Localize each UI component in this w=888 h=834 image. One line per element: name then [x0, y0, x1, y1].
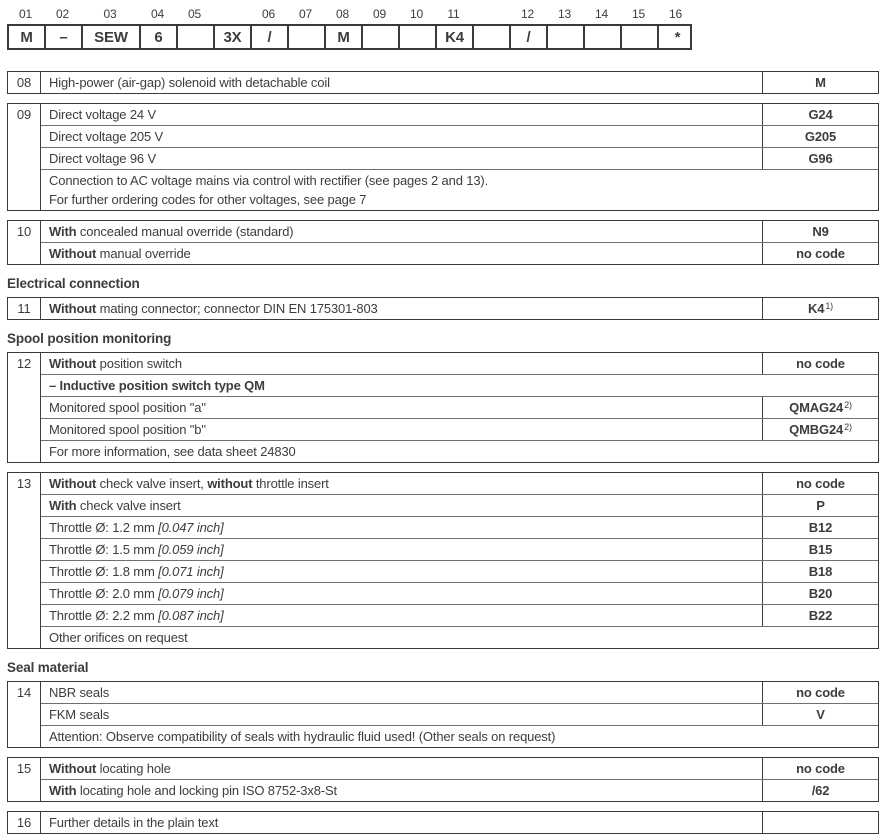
- table-row: [41, 353, 878, 374]
- ordering-code-strip: [7, 7, 694, 50]
- position-number: 15: [631, 7, 646, 21]
- table-row: [41, 812, 878, 833]
- code-text: no code: [796, 356, 845, 371]
- section: [7, 331, 879, 463]
- position-number: 08: [335, 7, 350, 21]
- row-code: [762, 583, 878, 604]
- position-number: [213, 7, 250, 22]
- position-number: 14: [594, 7, 609, 21]
- section: [7, 660, 879, 748]
- row-number: 08: [8, 72, 41, 93]
- code-cell: 6: [141, 26, 178, 48]
- code-cell: /: [252, 26, 289, 48]
- position-number: 11: [447, 7, 460, 21]
- code-text: no code: [796, 476, 845, 491]
- row-description: [41, 495, 762, 516]
- description-text: Throttle Ø: 1.5 mm: [49, 542, 159, 557]
- table-rows: [41, 221, 878, 264]
- row-description: [41, 353, 762, 374]
- table-rows: [41, 72, 878, 93]
- row-description: [41, 72, 762, 93]
- code-cell: [400, 26, 437, 48]
- row-code: K4 $^{1)}$: [762, 298, 878, 319]
- position-number: [472, 7, 509, 22]
- code-cell: /: [511, 26, 548, 48]
- description-text: check valve insert,: [99, 476, 208, 491]
- row-code: [762, 758, 878, 779]
- row-description: [41, 104, 762, 125]
- code-cell: [548, 26, 585, 48]
- row-code: [762, 561, 878, 582]
- position-number: 07: [298, 7, 313, 21]
- code-text: QMBG24: [789, 422, 844, 437]
- row-description: [41, 517, 762, 538]
- strip-position-numbers: [7, 7, 694, 22]
- table-row: [41, 104, 878, 125]
- ordering-table: [7, 472, 879, 649]
- description-text: Throttle Ø: 2.2 mm: [49, 608, 159, 623]
- row-description: [41, 126, 762, 147]
- row-code: [762, 221, 878, 242]
- code-text: B20: [808, 586, 833, 601]
- position-number: 03: [103, 7, 117, 21]
- table-rows: [41, 298, 878, 319]
- section: [7, 103, 879, 211]
- table-rows: [41, 473, 878, 648]
- position-number: 01: [18, 7, 33, 21]
- code-cell: *: [674, 28, 681, 46]
- description-text: FKM seals: [49, 707, 110, 722]
- code-cell: [178, 26, 215, 48]
- row-code: QMAG24 $^{2)}$: [762, 397, 878, 418]
- description-text: Connection to AC voltage mains via control with rectifier (see pages 2 and 13).: [49, 173, 489, 188]
- code-text: G24: [808, 107, 833, 122]
- row-description: [41, 780, 762, 801]
- code-text: no code: [796, 685, 845, 700]
- table-row: [41, 72, 878, 93]
- description-text: Throttle Ø: 1.8 mm: [49, 564, 159, 579]
- row-description: [41, 419, 762, 440]
- row-number: 10: [8, 221, 41, 264]
- row-description: [41, 726, 878, 747]
- code-text: G205: [804, 129, 837, 144]
- row-description: [41, 812, 762, 833]
- section-heading: Spool position monitoring: [7, 331, 172, 346]
- section-heading: Seal material: [7, 660, 89, 675]
- description-text: For more information, see data sheet 24830: [49, 444, 296, 459]
- table-row: [41, 604, 878, 626]
- description-text: With: [49, 224, 80, 239]
- table-rows: [41, 104, 878, 210]
- row-description: [41, 627, 878, 648]
- row-code: [762, 126, 878, 147]
- description-text: position switch: [99, 356, 182, 371]
- description-text: – Inductive position switch type QM: [49, 378, 265, 393]
- row-description: [41, 682, 762, 703]
- code-text: P: [816, 498, 825, 513]
- description-text: mating connector; connector DIN EN 175301-803: [99, 301, 378, 316]
- ordering-table: [7, 220, 879, 265]
- ordering-table: [7, 103, 879, 211]
- row-code: [762, 148, 878, 169]
- row-code: [762, 72, 878, 93]
- table-rows: [41, 353, 878, 462]
- table-row: [41, 582, 878, 604]
- row-number: 16: [8, 812, 41, 833]
- ordering-table: [7, 811, 879, 834]
- row-code: QMBG24 $^{2)}$: [762, 419, 878, 440]
- table-row: [41, 418, 878, 440]
- description-text: Direct voltage 24 V: [49, 107, 156, 122]
- row-number: 12: [8, 353, 41, 462]
- description-text: manual override: [99, 246, 191, 261]
- row-description: [41, 298, 762, 319]
- position-number: 09: [372, 7, 387, 21]
- table-rows: [41, 812, 878, 833]
- code-text: QMAG24: [789, 400, 844, 415]
- table-row: [41, 626, 878, 648]
- description-text: Throttle Ø: 1.2 mm: [49, 520, 159, 535]
- row-code: [762, 353, 878, 374]
- table-rows: [41, 682, 878, 747]
- ordering-table-sections: [7, 71, 879, 834]
- row-description: [41, 539, 762, 560]
- position-number: 04: [150, 7, 165, 21]
- table-row: [41, 125, 878, 147]
- table-row: [41, 758, 878, 779]
- description-text: High-power (air-gap) solenoid with detachable coil: [49, 75, 330, 90]
- code-cell: SEW: [83, 26, 141, 48]
- ordering-table: [7, 352, 879, 463]
- ordering-table: [7, 297, 879, 320]
- code-text: no code: [796, 761, 845, 776]
- section: [7, 811, 879, 834]
- description-text: Throttle Ø: 2.0 mm: [49, 586, 159, 601]
- row-code: [762, 539, 878, 560]
- row-code: [762, 812, 878, 833]
- position-number: 13: [557, 7, 572, 21]
- section: [7, 757, 879, 802]
- description-text: With: [49, 783, 80, 798]
- description-text: [0.047 inch]: [158, 520, 224, 535]
- table-row: [41, 169, 878, 210]
- description-text: Further details in the plain text: [49, 815, 219, 830]
- row-description: [41, 221, 762, 242]
- code-text: no code: [796, 246, 845, 261]
- row-code: [762, 473, 878, 494]
- code-text: N9: [812, 224, 829, 239]
- code-cell: [474, 26, 511, 48]
- table-row: [41, 396, 878, 418]
- row-description: [41, 758, 762, 779]
- table-row: [41, 221, 878, 242]
- section-heading: Electrical connection: [7, 276, 140, 291]
- ordering-table: [7, 757, 879, 802]
- ordering-table: [7, 71, 879, 94]
- row-description: [41, 583, 762, 604]
- row-number: 09: [8, 104, 41, 210]
- row-code: [762, 780, 878, 801]
- row-code: [762, 517, 878, 538]
- description-text: With: [49, 498, 80, 513]
- row-number: 13: [8, 473, 41, 648]
- description-text: Direct voltage 205 V: [49, 129, 164, 144]
- table-row: [41, 298, 878, 319]
- table-row: [41, 516, 878, 538]
- strip-code-cells: [7, 24, 692, 50]
- code-cell: M: [326, 26, 363, 48]
- row-code: [762, 243, 878, 264]
- table-row: [41, 560, 878, 582]
- table-row: [41, 473, 878, 494]
- description-text: locating hole: [99, 761, 171, 776]
- row-description: [41, 148, 762, 169]
- position-number: 06: [261, 7, 276, 21]
- row-number: 11: [8, 298, 41, 319]
- code-text: G96: [808, 151, 833, 166]
- position-number: 10: [409, 7, 424, 21]
- row-code: [762, 682, 878, 703]
- description-text: [0.087 inch]: [158, 608, 224, 623]
- position-number: 02: [55, 7, 70, 21]
- row-description: [41, 375, 878, 396]
- row-description: [41, 397, 762, 418]
- description-text: concealed manual override (standard): [79, 224, 294, 239]
- section: [7, 472, 879, 649]
- row-number: 15: [8, 758, 41, 801]
- description-text: Monitored spool position "b": [49, 422, 206, 437]
- code-cell: [585, 26, 622, 48]
- code-cell: 3X: [215, 26, 252, 48]
- description-text: Direct voltage 96 V: [49, 151, 156, 166]
- description-text: Without: [49, 301, 100, 316]
- description-text: Without: [49, 246, 100, 261]
- code-cell: M: [9, 26, 46, 48]
- ordering-table: [7, 681, 879, 748]
- description-text: Without: [49, 356, 100, 371]
- description-text: throttle insert: [255, 476, 329, 491]
- description-text: check valve insert: [79, 498, 181, 513]
- code-text: /62: [811, 783, 830, 798]
- row-code: [762, 605, 878, 626]
- row-description: [41, 243, 762, 264]
- code-cell: K4: [437, 26, 474, 48]
- table-row: [41, 374, 878, 396]
- description-text: locating hole and locking pin ISO 8752-3x8-St: [79, 783, 337, 798]
- table-rows: [41, 758, 878, 801]
- row-code: [762, 704, 878, 725]
- code-cell: [622, 26, 659, 48]
- table-row: [41, 147, 878, 169]
- code-text: B18: [808, 564, 833, 579]
- row-code: [762, 495, 878, 516]
- description-text: [0.079 inch]: [158, 586, 224, 601]
- description-text: Other orifices on request: [49, 630, 188, 645]
- code-text: B22: [808, 608, 833, 623]
- code-text: B15: [808, 542, 833, 557]
- table-row: [41, 538, 878, 560]
- code-cell: –: [46, 26, 83, 48]
- row-description: [41, 704, 762, 725]
- row-code: [762, 104, 878, 125]
- row-description: [41, 473, 762, 494]
- table-row: [41, 242, 878, 264]
- row-description: [41, 561, 762, 582]
- description-text: NBR seals: [49, 685, 110, 700]
- table-row: [41, 440, 878, 462]
- code-text: K4: [807, 301, 825, 316]
- section: [7, 220, 879, 265]
- section: [7, 71, 879, 94]
- description-text: [0.071 inch]: [158, 564, 224, 579]
- code-cell: [363, 26, 400, 48]
- description-text: Without: [49, 761, 100, 776]
- description-text: without: [207, 476, 256, 491]
- position-number: 12: [520, 7, 535, 21]
- position-number: 16: [668, 7, 683, 21]
- description-text: Monitored spool position "a": [49, 400, 206, 415]
- table-row: [41, 779, 878, 801]
- description-text: For further ordering codes for other voltages, see page 7: [49, 192, 367, 207]
- position-number: 05: [187, 7, 202, 21]
- table-row: [41, 703, 878, 725]
- table-row: [41, 682, 878, 703]
- section: [7, 276, 879, 320]
- table-row: [41, 725, 878, 747]
- description-text: Without: [49, 476, 100, 491]
- description-text: [0.059 inch]: [158, 542, 224, 557]
- code-text: B12: [808, 520, 833, 535]
- row-description: [41, 605, 762, 626]
- row-number: 14: [8, 682, 41, 747]
- row-description: [41, 441, 878, 462]
- row-description: [41, 170, 878, 210]
- table-row: [41, 494, 878, 516]
- description-text: Attention: Observe compatibility of seals with hydraulic fluid used! (Other seals on request): [49, 729, 556, 744]
- code-cell: [289, 26, 326, 48]
- code-text: V: [816, 707, 825, 722]
- code-text: M: [815, 75, 826, 90]
